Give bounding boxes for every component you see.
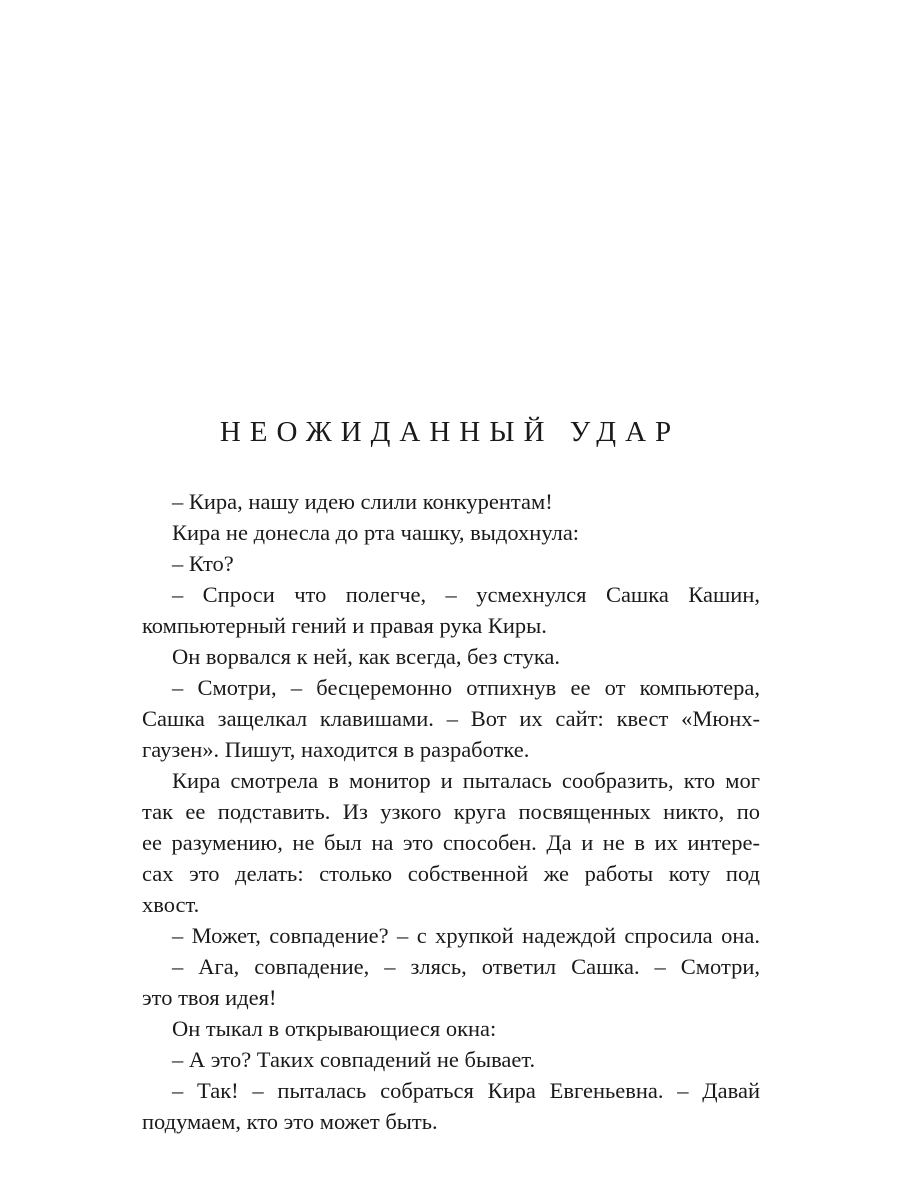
text-line: – Кто? [172, 551, 234, 576]
text-line: хвост. [142, 892, 200, 917]
text-line: Он тыкал в открывающиеся окна: [172, 1016, 497, 1041]
text-line: Сашка защелкал клавишами. – Вот их сайт: квест «Мюнх- [142, 706, 760, 731]
chapter-body [142, 486, 760, 1137]
text-line: – А это? Таких совпадений не бывает. [172, 1047, 536, 1072]
text-line: гаузен». Пишут, находится в разработке. [142, 737, 530, 762]
text-line: это твоя идея! [142, 985, 277, 1010]
text-line: компьютерный гений и правая рука Киры. [142, 613, 547, 638]
text-line: Кира смотрела в монитор и пыталась сообразить, кто мог [172, 768, 760, 793]
chapter-title: НЕОЖИДАННЫЙ УДАР [219, 416, 681, 448]
text-line: – Кира, нашу идею слили конкурентам! [172, 489, 553, 514]
text-line: – Может, совпадение? – с хрупкой надеждой спросила она. [172, 923, 760, 948]
text-line: подумаем, кто это может быть. [142, 1109, 438, 1134]
text-line: ее разумению, не был на это способен. Да и не в их интере- [142, 830, 760, 855]
text-line: Он ворвался к ней, как всегда, без стука. [172, 644, 561, 669]
text-line: – Ага, совпадение, – злясь, ответил Сашка. – Смотри, [172, 954, 760, 979]
text-line: – Смотри, – бесцеремонно отпихнув ее от компьютера, [172, 675, 760, 700]
text-line: – Спроси что полегче, – усмехнулся Сашка Кашин, [172, 582, 760, 607]
text-line: так ее подставить. Из узкого круга посвященных никто, по [142, 799, 760, 824]
text-line: Кира не донесла до рта чашку, выдохнула: [172, 520, 580, 545]
text-line: – Так! – пыталась собраться Кира Евгеньевна. – Давай [172, 1078, 760, 1103]
text-line: сах это делать: столько собственной же работы коту под [142, 861, 760, 886]
